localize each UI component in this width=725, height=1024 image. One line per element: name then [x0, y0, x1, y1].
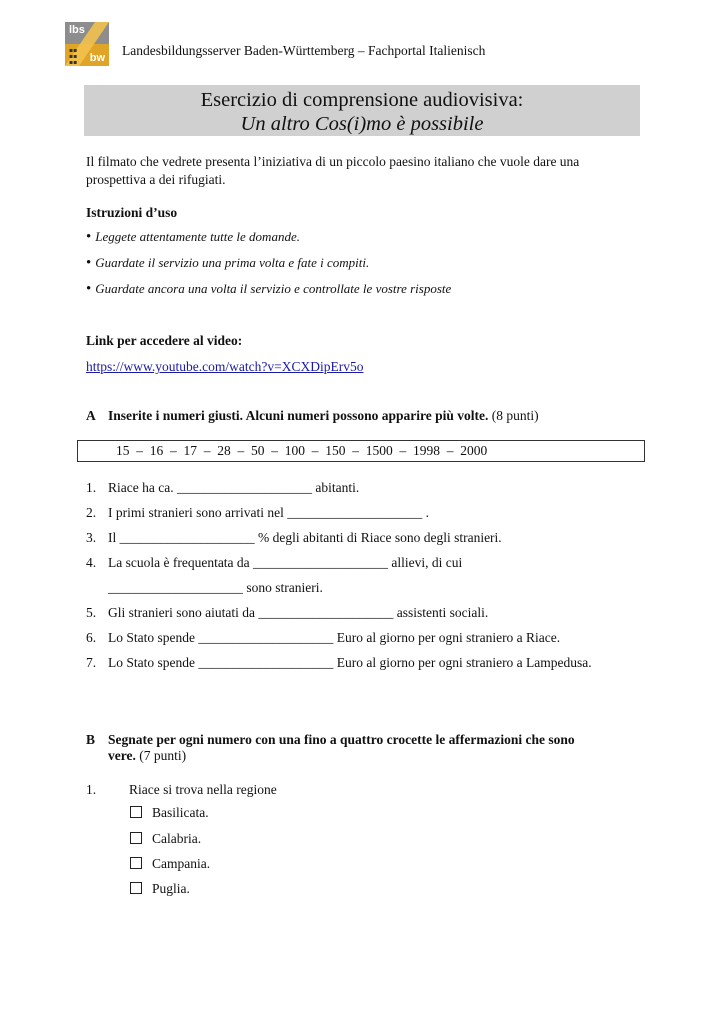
checkbox-icon[interactable]: [130, 806, 142, 818]
title-line-1: Esercizio di comprensione audiovisiva:: [200, 89, 524, 111]
instruction-text: Guardate ancora una volta il servizio e controllate le vostre risposte: [95, 281, 452, 296]
instruction-item-1: [86, 229, 300, 246]
question-number: 7.: [86, 655, 97, 670]
lbs-bw-logo: [65, 22, 109, 66]
title-box: [84, 85, 640, 136]
section-a-points: (8 punti): [491, 408, 539, 423]
question-a-2[interactable]: [86, 504, 429, 522]
question-number: 5.: [86, 605, 97, 620]
option-basilicata[interactable]: [130, 804, 209, 822]
question-text: Riace ha ca. ____________________ abitanti.: [108, 480, 360, 495]
option-calabria[interactable]: [130, 830, 201, 848]
checkbox-icon[interactable]: [130, 832, 142, 844]
question-text: La scuola è frequentata da ____________________ allievi, di cui: [108, 555, 463, 570]
question-text: Gli stranieri sono aiutati da ____________________ assistenti sociali.: [108, 605, 489, 620]
option-label: Campania.: [152, 856, 211, 871]
bullet-icon: •: [86, 281, 92, 297]
option-campania[interactable]: [130, 855, 210, 873]
question-text: Lo Stato spende ____________________ Euro al giorno per ogni straniero a Riace.: [108, 630, 561, 645]
site-name: Landesbildungsserver Baden-Württemberg – Fachportal Italienisch: [122, 43, 486, 58]
option-puglia[interactable]: [130, 880, 190, 898]
number-choices: 15 – 16 – 17 – 28 – 50 – 100 – 150 – 1500 – 1998 – 2000: [116, 443, 488, 458]
option-label: Puglia.: [152, 881, 190, 896]
instruction-text: Guardate il servizio una prima volta e fate i compiti.: [95, 255, 370, 270]
question-a-3[interactable]: [86, 529, 502, 547]
video-heading: Link per accedere al video:: [86, 333, 243, 348]
option-label: Calabria.: [152, 831, 202, 846]
question-text: Lo Stato spende ____________________ Euro al giorno per ogni straniero a Lampedusa.: [108, 655, 592, 670]
question-a-4[interactable]: [86, 554, 462, 572]
number-choices-box: [77, 440, 645, 462]
logo-bottom-text: bw: [89, 52, 105, 64]
question-number: 1.: [86, 782, 97, 797]
video-link-row: [86, 358, 646, 376]
question-text: I primi stranieri sono arrivati nel ____________________ .: [108, 505, 429, 520]
question-number: 4.: [86, 555, 97, 570]
section-b-points: (7 punti): [139, 748, 187, 763]
section-b-letter: B: [86, 732, 96, 747]
instructions-heading: Istruzioni d’uso: [86, 205, 178, 220]
title-line-2: Un altro Cos(i)mo è possibile: [240, 113, 484, 135]
question-text: Riace si trova nella regione: [129, 782, 277, 797]
question-text: Il ____________________ % degli abitanti di Riace sono degli stranieri.: [108, 530, 502, 545]
section-a-instruction: Inserite i numeri giusti. Alcuni numeri possono apparire più volte.: [108, 408, 489, 423]
section-b-instruction-line-1: Segnate per ogni numero con una fino a quattro crocette le affermazioni che sono: [108, 732, 575, 747]
question-a-1[interactable]: [86, 479, 359, 497]
question-number: 6.: [86, 630, 97, 645]
section-a-letter: A: [86, 408, 96, 423]
question-a-4-continued[interactable]: [86, 579, 323, 597]
option-label: Basilicata.: [152, 805, 209, 820]
instruction-item-3: [86, 281, 451, 298]
intro-paragraph: Il filmato che vedrete presenta l’iniziativa di un piccolo paesino italiano che vuole dare una prospettiva a dei rifugiati.: [86, 154, 580, 187]
section-b-heading-line-2: [108, 747, 668, 765]
logo-top-text: lbs: [69, 24, 85, 36]
question-number: 2.: [86, 505, 97, 520]
question-a-5[interactable]: [86, 604, 488, 622]
section-b-instruction-line-2: vere.: [108, 748, 136, 763]
question-a-6[interactable]: [86, 629, 560, 647]
video-link[interactable]: https://www.youtube.com/watch?v=XCXDipErv5o: [86, 359, 364, 374]
logo-dots-icon: ▪▪ ▪▪ ▪▪: [69, 47, 78, 66]
section-a-heading: [86, 407, 646, 425]
checkbox-icon[interactable]: [130, 857, 142, 869]
instruction-item-2: [86, 255, 369, 272]
question-text: ____________________ sono stranieri.: [108, 580, 323, 595]
instruction-text: Leggete attentamente tutte le domande.: [95, 229, 300, 244]
question-number: 1.: [86, 480, 97, 495]
checkbox-icon[interactable]: [130, 882, 142, 894]
question-a-7[interactable]: [86, 654, 592, 672]
bullet-icon: •: [86, 229, 92, 245]
bullet-icon: •: [86, 255, 92, 271]
question-b-1: [86, 781, 277, 799]
question-number: 3.: [86, 530, 97, 545]
